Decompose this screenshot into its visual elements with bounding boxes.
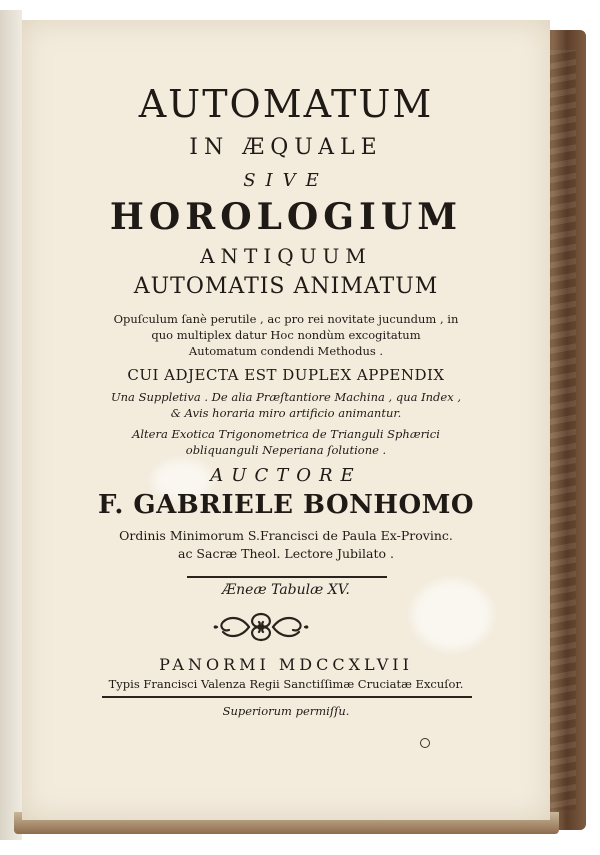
printer-line: Typis Francisci Valenza Regii Sanctiſſimæ Cruciatæ Excuſor.: [108, 677, 464, 691]
appendix-line-1: Una Suppletiva . De alia Præſtantiore Machina , qua Index ,: [110, 390, 462, 404]
divider-rule: [187, 576, 387, 578]
title-line-3: SIVE: [243, 170, 329, 191]
title-line-1: AUTOMATUM: [138, 82, 434, 126]
auctore-label: AUCTORE: [210, 465, 362, 486]
permission-line: Superiorum permiſſu.: [222, 704, 350, 718]
imprint-rule: [102, 696, 472, 698]
appendix-line-2: & Avis horaria miro artificio animantur.: [170, 406, 402, 420]
book-left-edge: [0, 10, 22, 840]
appendix-line-3: Altera Exotica Trigonometrica de Trianguli Sphærici: [132, 427, 440, 441]
title-line-6: AUTOMATIS ANIMATUM: [133, 274, 439, 299]
title-line-5: ANTIQUUM: [200, 244, 372, 268]
description-line-3: Automatum condendi Methodus .: [188, 344, 384, 358]
printer-ornament-icon: [211, 608, 311, 646]
appendix-heading: CUI ADJECTA EST DUPLEX APPENDIX: [127, 366, 445, 384]
author-line-2: ac Sacræ Theol. Lectore Jubilato .: [178, 546, 394, 561]
title-line-2: IN ÆQUALE: [189, 135, 383, 160]
title-page: [22, 20, 550, 820]
appendix-line-4: obliquanguli Neperiana ſolutione .: [185, 443, 387, 457]
description-line-2: quo multiplex datur Hoc nondùm excogitatum: [151, 328, 421, 342]
description-line-1: Opuſculum ſanè perutile , ac pro rei novitate jucundum , in: [113, 312, 459, 326]
ink-mark: [420, 738, 430, 748]
imprint-city-year: PANORMI MDCCXLVII: [159, 655, 413, 674]
author-line-1: Ordinis Minimorum S.Francisci de Paula Ex-Provinc.: [119, 528, 453, 543]
author-name: F. GABRIELE BONHOMO: [97, 490, 475, 520]
plates-note: Æneæ Tabulæ XV.: [222, 582, 350, 598]
title-line-4: HOROLOGIUM: [109, 196, 463, 238]
